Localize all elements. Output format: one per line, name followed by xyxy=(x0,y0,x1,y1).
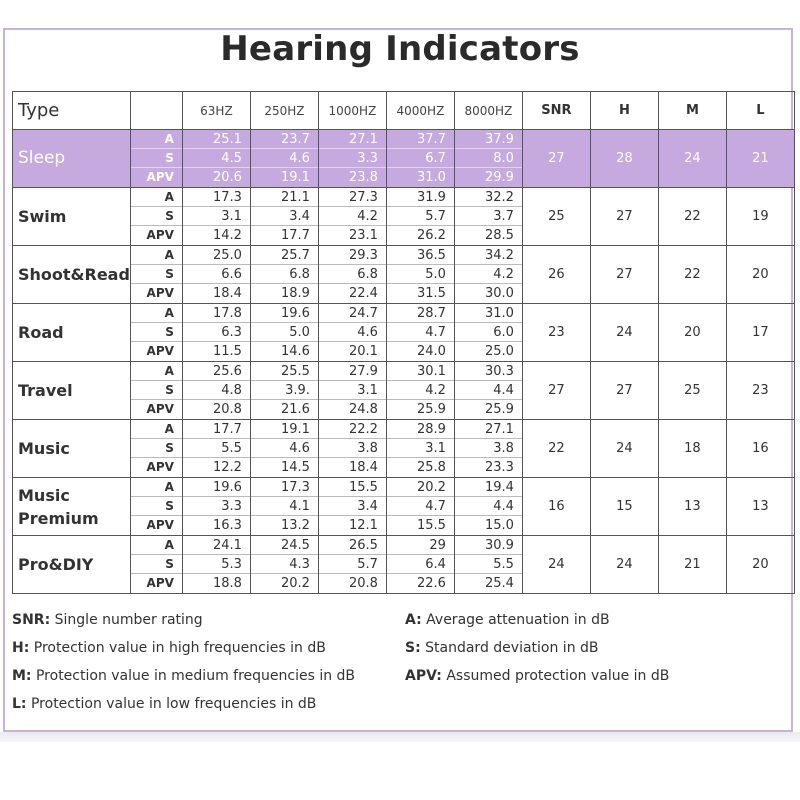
value-s: 5.7 xyxy=(319,555,386,574)
value-apv: 25.0 xyxy=(484,344,514,359)
value-apv: 23.8 xyxy=(348,170,378,185)
value-m: 13 xyxy=(658,478,726,536)
value-a: 19.6 xyxy=(183,478,250,497)
value-apv: 20.8 xyxy=(212,402,242,417)
freq-cell xyxy=(386,304,454,362)
value-a: 27.1 xyxy=(455,420,522,439)
value-a: 26.5 xyxy=(319,536,386,555)
row-type-name: Shoot&Read xyxy=(13,246,131,304)
value-apv: 25.9 xyxy=(484,402,514,417)
value-apv: 14.6 xyxy=(280,344,310,359)
freq-cell xyxy=(250,536,318,594)
value-s: 3.7 xyxy=(455,207,522,226)
metric-label: A xyxy=(131,478,182,497)
freq-cell xyxy=(182,188,250,246)
value-l: 19 xyxy=(726,188,794,246)
value-apv: 25.9 xyxy=(416,402,446,417)
value-apv: 18.4 xyxy=(212,286,242,301)
row-metric-labels xyxy=(130,536,182,594)
value-l: 13 xyxy=(726,478,794,536)
freq-cell xyxy=(318,304,386,362)
value-apv: 14.2 xyxy=(212,228,242,243)
header-m: M xyxy=(658,92,726,130)
legend-m: M: Protection value in medium frequencies in dB xyxy=(12,668,356,684)
freq-cell xyxy=(182,246,250,304)
value-a: 36.5 xyxy=(387,246,454,265)
header-freq-8000: 8000HZ xyxy=(454,92,522,130)
value-h: 24 xyxy=(590,304,658,362)
value-snr: 23 xyxy=(522,304,590,362)
freq-cell xyxy=(182,304,250,362)
value-s: 3.3 xyxy=(183,497,250,516)
value-l: 20 xyxy=(726,536,794,594)
value-apv: 14.5 xyxy=(280,460,310,475)
value-apv: 29.9 xyxy=(484,170,514,185)
value-s: 3.4 xyxy=(251,207,318,226)
metric-label: APV xyxy=(146,460,174,474)
value-a: 27.3 xyxy=(319,188,386,207)
value-h: 28 xyxy=(590,130,658,188)
freq-cell xyxy=(318,536,386,594)
legend-s: S: Standard deviation in dB xyxy=(405,640,599,656)
freq-cell xyxy=(454,246,522,304)
header-type: Type xyxy=(13,92,131,130)
legend-h: H: Protection value in high frequencies in dB xyxy=(12,640,326,656)
table-body xyxy=(13,130,795,594)
row-metric-labels xyxy=(130,362,182,420)
value-s: 3.1 xyxy=(387,439,454,458)
value-apv: 19.1 xyxy=(280,170,310,185)
freq-cell xyxy=(318,246,386,304)
freq-cell xyxy=(182,362,250,420)
value-a: 17.7 xyxy=(183,420,250,439)
value-a: 19.4 xyxy=(455,478,522,497)
freq-cell xyxy=(386,188,454,246)
freq-cell xyxy=(454,362,522,420)
value-s: 3.9. xyxy=(251,381,318,400)
metric-label: S xyxy=(131,265,182,284)
freq-cell xyxy=(318,188,386,246)
freq-cell xyxy=(318,130,386,188)
value-s: 3.8 xyxy=(455,439,522,458)
value-s: 3.3 xyxy=(319,149,386,168)
value-s: 4.6 xyxy=(251,149,318,168)
value-apv: 18.9 xyxy=(280,286,310,301)
row-type-name: Swim xyxy=(13,188,131,246)
value-snr: 27 xyxy=(522,130,590,188)
value-s: 6.8 xyxy=(319,265,386,284)
value-a: 25.5 xyxy=(251,362,318,381)
value-h: 15 xyxy=(590,478,658,536)
value-snr: 27 xyxy=(522,362,590,420)
value-apv: 12.2 xyxy=(212,460,242,475)
freq-cell xyxy=(250,188,318,246)
table-row xyxy=(13,420,795,478)
metric-label: APV xyxy=(146,228,174,242)
freq-cell xyxy=(454,304,522,362)
header-row xyxy=(13,92,795,130)
metric-label: APV xyxy=(146,576,174,590)
value-snr: 24 xyxy=(522,536,590,594)
value-a: 19.6 xyxy=(251,304,318,323)
metric-label: S xyxy=(131,497,182,516)
value-apv: 30.0 xyxy=(484,286,514,301)
metric-label: A xyxy=(131,188,182,207)
freq-cell xyxy=(250,246,318,304)
freq-cell xyxy=(250,304,318,362)
freq-cell xyxy=(454,130,522,188)
value-m: 25 xyxy=(658,362,726,420)
row-metric-labels xyxy=(130,478,182,536)
value-l: 16 xyxy=(726,420,794,478)
value-a: 17.3 xyxy=(251,478,318,497)
value-m: 22 xyxy=(658,188,726,246)
value-a: 22.2 xyxy=(319,420,386,439)
metric-label: A xyxy=(131,536,182,555)
value-snr: 26 xyxy=(522,246,590,304)
value-a: 27.1 xyxy=(319,130,386,149)
value-s: 4.8 xyxy=(183,381,250,400)
value-apv: 16.3 xyxy=(212,518,242,533)
value-s: 3.8 xyxy=(319,439,386,458)
value-a: 25.1 xyxy=(183,130,250,149)
value-snr: 22 xyxy=(522,420,590,478)
row-type-name: Music xyxy=(13,420,131,478)
freq-cell xyxy=(318,420,386,478)
hearing-table xyxy=(12,91,795,594)
value-m: 21 xyxy=(658,536,726,594)
value-apv: 24.8 xyxy=(348,402,378,417)
header-freq-63: 63HZ xyxy=(182,92,250,130)
legend-l: L: Protection value in low frequencies in dB xyxy=(12,696,317,712)
value-a: 30.3 xyxy=(455,362,522,381)
value-a: 27.9 xyxy=(319,362,386,381)
value-a: 21.1 xyxy=(251,188,318,207)
row-type-name: Sleep xyxy=(13,130,131,188)
freq-cell xyxy=(182,130,250,188)
value-apv: 28.5 xyxy=(484,228,514,243)
value-apv: 17.7 xyxy=(280,228,310,243)
value-h: 27 xyxy=(590,246,658,304)
freq-cell xyxy=(386,130,454,188)
value-h: 27 xyxy=(590,188,658,246)
table-row xyxy=(13,246,795,304)
value-apv: 11.5 xyxy=(212,344,242,359)
metric-label: S xyxy=(131,207,182,226)
freq-cell xyxy=(250,420,318,478)
value-apv: 20.1 xyxy=(348,344,378,359)
freq-cell xyxy=(454,420,522,478)
value-a: 24.1 xyxy=(183,536,250,555)
value-a: 24.7 xyxy=(319,304,386,323)
value-a: 15.5 xyxy=(319,478,386,497)
value-s: 6.8 xyxy=(251,265,318,284)
value-s: 3.1 xyxy=(183,207,250,226)
value-apv: 21.6 xyxy=(280,402,310,417)
value-a: 17.8 xyxy=(183,304,250,323)
value-s: 4.4 xyxy=(455,381,522,400)
freq-cell xyxy=(386,246,454,304)
metric-label: APV xyxy=(146,286,174,300)
value-apv: 13.2 xyxy=(280,518,310,533)
value-apv: 26.2 xyxy=(416,228,446,243)
value-s: 4.6 xyxy=(251,439,318,458)
header-label-spacer xyxy=(130,92,182,130)
value-s: 6.7 xyxy=(387,149,454,168)
freq-cell xyxy=(454,536,522,594)
legend-apv: APV: Assumed protection value in dB xyxy=(405,668,670,684)
value-snr: 25 xyxy=(522,188,590,246)
table-row xyxy=(13,188,795,246)
row-metric-labels xyxy=(130,246,182,304)
table-row xyxy=(13,362,795,420)
value-a: 25.6 xyxy=(183,362,250,381)
value-s: 4.7 xyxy=(387,323,454,342)
value-apv: 22.6 xyxy=(416,576,446,591)
metric-label: A xyxy=(131,246,182,265)
value-apv: 25.4 xyxy=(484,576,514,591)
value-apv: 31.0 xyxy=(416,170,446,185)
value-apv: 15.0 xyxy=(484,518,514,533)
value-apv: 23.3 xyxy=(484,460,514,475)
value-s: 4.7 xyxy=(387,497,454,516)
value-s: 5.0 xyxy=(387,265,454,284)
value-m: 18 xyxy=(658,420,726,478)
row-type-name: Music Premium xyxy=(13,478,131,536)
metric-label: APV xyxy=(146,402,174,416)
value-l: 20 xyxy=(726,246,794,304)
value-s: 4.2 xyxy=(319,207,386,226)
value-a: 37.7 xyxy=(387,130,454,149)
value-apv: 18.8 xyxy=(212,576,242,591)
row-type-name: Road xyxy=(13,304,131,362)
value-m: 22 xyxy=(658,246,726,304)
bottom-shadow xyxy=(0,732,800,742)
value-s: 5.5 xyxy=(183,439,250,458)
value-apv: 18.4 xyxy=(348,460,378,475)
header-snr: SNR xyxy=(522,92,590,130)
metric-label: S xyxy=(131,439,182,458)
value-a: 25.7 xyxy=(251,246,318,265)
value-a: 30.9 xyxy=(455,536,522,555)
freq-cell xyxy=(386,536,454,594)
table-row xyxy=(13,478,795,536)
freq-cell xyxy=(454,188,522,246)
value-apv: 23.1 xyxy=(348,228,378,243)
value-l: 17 xyxy=(726,304,794,362)
value-apv: 20.2 xyxy=(280,576,310,591)
value-a: 29.3 xyxy=(319,246,386,265)
row-metric-labels xyxy=(130,420,182,478)
metric-label: APV xyxy=(146,518,174,532)
table-row xyxy=(13,304,795,362)
value-m: 20 xyxy=(658,304,726,362)
value-a: 29 xyxy=(387,536,454,555)
value-h: 27 xyxy=(590,362,658,420)
value-a: 17.3 xyxy=(183,188,250,207)
value-a: 32.2 xyxy=(455,188,522,207)
freq-cell xyxy=(318,362,386,420)
value-snr: 16 xyxy=(522,478,590,536)
legend-snr: SNR: Single number rating xyxy=(12,612,203,628)
metric-label: A xyxy=(131,130,182,149)
value-apv: 31.5 xyxy=(416,286,446,301)
freq-cell xyxy=(454,478,522,536)
value-s: 5.3 xyxy=(183,555,250,574)
value-l: 21 xyxy=(726,130,794,188)
value-s: 4.5 xyxy=(183,149,250,168)
value-a: 23.7 xyxy=(251,130,318,149)
value-s: 6.6 xyxy=(183,265,250,284)
metric-label: S xyxy=(131,381,182,400)
value-a: 25.0 xyxy=(183,246,250,265)
value-a: 24.5 xyxy=(251,536,318,555)
value-apv: 15.5 xyxy=(416,518,446,533)
row-metric-labels xyxy=(130,304,182,362)
value-apv: 25.8 xyxy=(416,460,446,475)
header-h: H xyxy=(590,92,658,130)
metric-label: A xyxy=(131,362,182,381)
row-metric-labels xyxy=(130,188,182,246)
row-metric-labels xyxy=(130,130,182,188)
metric-label: APV xyxy=(146,344,174,358)
row-type-name: Pro&DIY xyxy=(13,536,131,594)
freq-cell xyxy=(386,362,454,420)
value-l: 23 xyxy=(726,362,794,420)
value-a: 31.0 xyxy=(455,304,522,323)
value-s: 4.6 xyxy=(319,323,386,342)
legend-a: A: Average attenuation in dB xyxy=(405,612,610,628)
freq-cell xyxy=(386,420,454,478)
value-h: 24 xyxy=(590,536,658,594)
value-a: 19.1 xyxy=(251,420,318,439)
metric-label: APV xyxy=(146,170,174,184)
value-s: 5.7 xyxy=(387,207,454,226)
value-a: 34.2 xyxy=(455,246,522,265)
value-a: 28.9 xyxy=(387,420,454,439)
value-apv: 20.8 xyxy=(348,576,378,591)
value-s: 5.5 xyxy=(455,555,522,574)
metric-label: S xyxy=(131,149,182,168)
value-h: 24 xyxy=(590,420,658,478)
table-row xyxy=(13,130,795,188)
value-apv: 24.0 xyxy=(416,344,446,359)
value-s: 4.2 xyxy=(387,381,454,400)
metric-label: A xyxy=(131,304,182,323)
freq-cell xyxy=(182,420,250,478)
row-type-name: Travel xyxy=(13,362,131,420)
value-a: 20.2 xyxy=(387,478,454,497)
value-a: 30.1 xyxy=(387,362,454,381)
value-s: 4.1 xyxy=(251,497,318,516)
value-s: 3.1 xyxy=(319,381,386,400)
value-apv: 22.4 xyxy=(348,286,378,301)
freq-cell xyxy=(182,478,250,536)
value-s: 5.0 xyxy=(251,323,318,342)
freq-cell xyxy=(250,130,318,188)
value-s: 4.3 xyxy=(251,555,318,574)
value-apv: 20.6 xyxy=(212,170,242,185)
value-a: 37.9 xyxy=(455,130,522,149)
value-s: 6.3 xyxy=(183,323,250,342)
freq-cell xyxy=(386,478,454,536)
header-freq-250: 250HZ xyxy=(250,92,318,130)
freq-cell xyxy=(318,478,386,536)
freq-cell xyxy=(250,478,318,536)
value-apv: 12.1 xyxy=(348,518,378,533)
page-title: Hearing Indicators xyxy=(220,29,580,69)
header-freq-4000: 4000HZ xyxy=(386,92,454,130)
metric-label: S xyxy=(131,555,182,574)
table-row xyxy=(13,536,795,594)
freq-cell xyxy=(182,536,250,594)
value-s: 3.4 xyxy=(319,497,386,516)
value-s: 6.4 xyxy=(387,555,454,574)
freq-cell xyxy=(250,362,318,420)
metric-label: S xyxy=(131,323,182,342)
header-l: L xyxy=(726,92,794,130)
value-m: 24 xyxy=(658,130,726,188)
header-freq-1000: 1000HZ xyxy=(318,92,386,130)
metric-label: A xyxy=(131,420,182,439)
value-s: 8.0 xyxy=(455,149,522,168)
value-a: 31.9 xyxy=(387,188,454,207)
value-s: 4.2 xyxy=(455,265,522,284)
value-s: 4.4 xyxy=(455,497,522,516)
value-s: 6.0 xyxy=(455,323,522,342)
value-a: 28.7 xyxy=(387,304,454,323)
